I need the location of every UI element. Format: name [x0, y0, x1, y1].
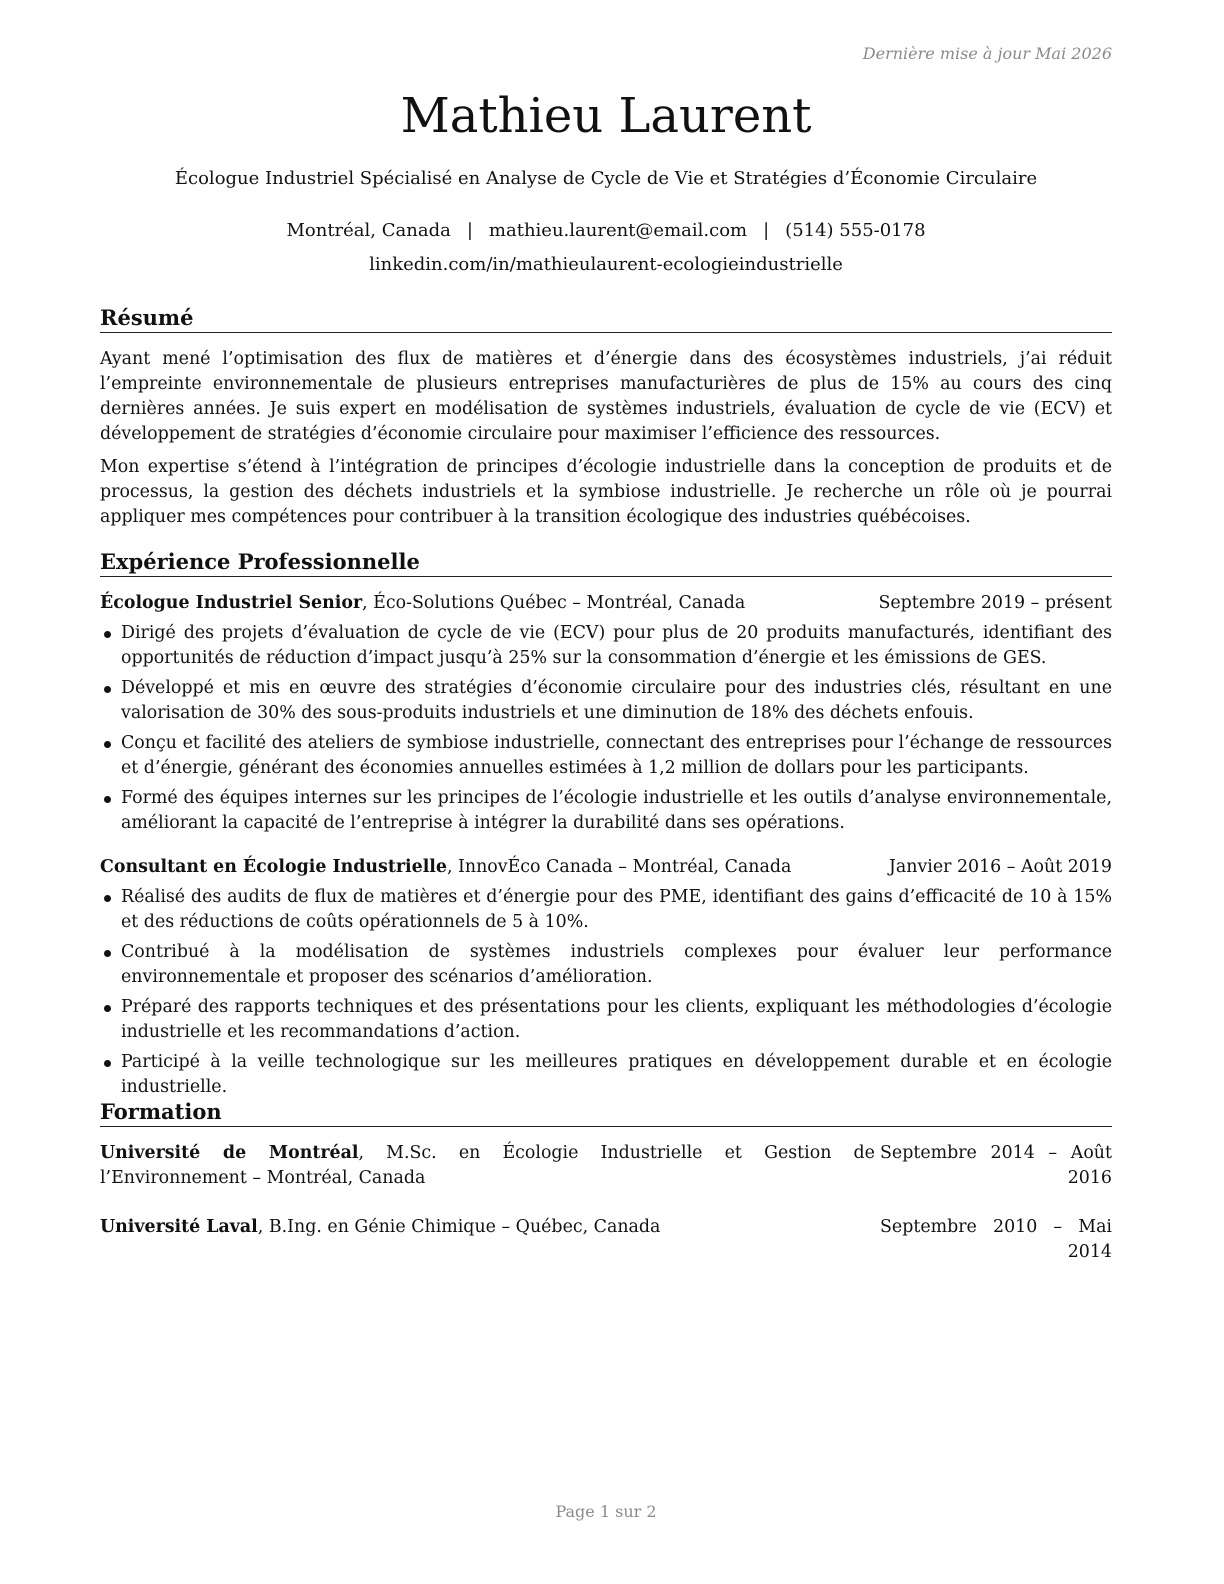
- list-item: Réalisé des audits de flux de matières et d’énergie pour des PME, identifiant des gains d’efficacité de 10 à 15% et des réductions de coûts opérationnels de 5 à 10%.: [100, 885, 1112, 935]
- section-title-summary: Résumé: [100, 304, 1112, 333]
- list-item: Préparé des rapports techniques et des présentations pour les clients, expliquant les méthodologies d’écologie industrielle et les recommandations d’action.: [100, 995, 1112, 1045]
- job-role: Écologue Industriel Senior: [100, 593, 363, 613]
- degree-detail: , M.Sc. en Écologie Industrielle et Gestion de l’Environnement – Montréal, Canada: [100, 1143, 875, 1188]
- education-section: [100, 1098, 1112, 1265]
- contact-line: [100, 219, 1112, 243]
- section-title-experience: Expérience Professionnelle: [100, 548, 1112, 577]
- separator: |: [466, 220, 473, 241]
- summary-paragraph: Mon expertise s’étend à l’intégration de principes d’écologie industrielle dans la conception de produits et de processus, la gestion des déchets industriels et la symbiose industrielle. Je recherche un rôle où je pourrai appliquer mes compétences pour contribuer à la transition écologique des industries québécoises.: [100, 457, 1112, 527]
- school-name: Université de Montréal: [100, 1143, 359, 1163]
- job-bullets: [100, 885, 1112, 1100]
- candidate-name: Mathieu Laurent: [400, 88, 812, 144]
- job-dates: Janvier 2016 – Août 2019: [888, 857, 1112, 877]
- job-entry: [100, 855, 1112, 1100]
- separator: |: [763, 220, 770, 241]
- last-updated: Dernière mise à jour Mai 2026: [862, 44, 1112, 63]
- job-entry: [100, 591, 1112, 836]
- education-entry: [100, 1141, 1112, 1191]
- email[interactable]: mathieu.laurent@email.com: [488, 220, 748, 241]
- list-item: Dirigé des projets d’évaluation de cycle de vie (ECV) pour plus de 20 produits manufacturés, identifiant des opportunités de réduction d’impact jusqu’à 25% sur la consommation d’énergie et les émissions de GES.: [100, 621, 1112, 671]
- school-name: Université Laval: [100, 1217, 258, 1237]
- list-item: Formé des équipes internes sur les principes de l’écologie industrielle et les outils d’analyse environnementale, améliorant la capacité de l’entreprise à intégrer la durabilité dans ses opérations.: [100, 786, 1112, 836]
- job-role: Consultant en Écologie Industrielle: [100, 857, 447, 877]
- job-header: [100, 591, 1112, 616]
- job-bullets: [100, 621, 1112, 836]
- experience-section: [100, 548, 1112, 1100]
- job-company: , InnovÉco Canada – Montréal, Canada: [446, 857, 792, 877]
- job-company: , Éco-Solutions Québec – Montréal, Canada: [362, 593, 746, 613]
- education-dates: Septembre 2014 – Août 2016: [880, 1143, 1112, 1188]
- job-header: [100, 855, 1112, 880]
- summary-section: [100, 304, 1112, 530]
- phone: (514) 555-0178: [785, 220, 926, 241]
- degree-detail: , B.Ing. en Génie Chimique – Québec, Canada: [257, 1217, 661, 1237]
- headline: Écologue Industriel Spécialisé en Analyse de Cycle de Vie et Stratégies d’Économie Circulaire: [174, 168, 1038, 189]
- resume-page: [100, 0, 1112, 1584]
- summary-paragraph: Ayant mené l’optimisation des flux de matières et d’énergie dans des écosystèmes industriels, j’ai réduit l’empreinte environnementale de plusieurs entreprises manufacturières de plus de 15% au cours des cinq dernières années. Je suis expert en modélisation de systèmes industriels, évaluation de cycle de vie (ECV) et développement de stratégies d’économie circulaire pour maximiser l’efficience des ressources.: [100, 349, 1112, 444]
- list-item: Développé et mis en œuvre des stratégies d’économie circulaire pour des industries clés, résultant en une valorisation de 30% des sous-produits industriels et une diminution de 18% des déchets enfouis.: [100, 676, 1112, 726]
- page-number: Page 1 sur 2: [555, 1502, 657, 1521]
- education-dates: Septembre 2010 – Mai 2014: [880, 1217, 1112, 1262]
- list-item: Participé à la veille technologique sur les meilleures pratiques en développement durable et en écologie industrielle.: [100, 1050, 1112, 1100]
- linkedin-link[interactable]: linkedin.com/in/mathieulaurent-ecologieindustrielle: [369, 254, 843, 275]
- job-dates: Septembre 2019 – présent: [878, 593, 1112, 613]
- location: Montréal, Canada: [286, 220, 451, 241]
- list-item: Conçu et facilité des ateliers de symbiose industrielle, connectant des entreprises pour l’échange de ressources et d’énergie, générant des économies annuelles estimées à 1,2 million de dollars pour les participants.: [100, 731, 1112, 781]
- education-entry: [100, 1215, 1112, 1265]
- section-title-education: Formation: [100, 1098, 1112, 1127]
- list-item: Contribué à la modélisation de systèmes industriels complexes pour évaluer leur performance environnementale et proposer des scénarios d’amélioration.: [100, 940, 1112, 990]
